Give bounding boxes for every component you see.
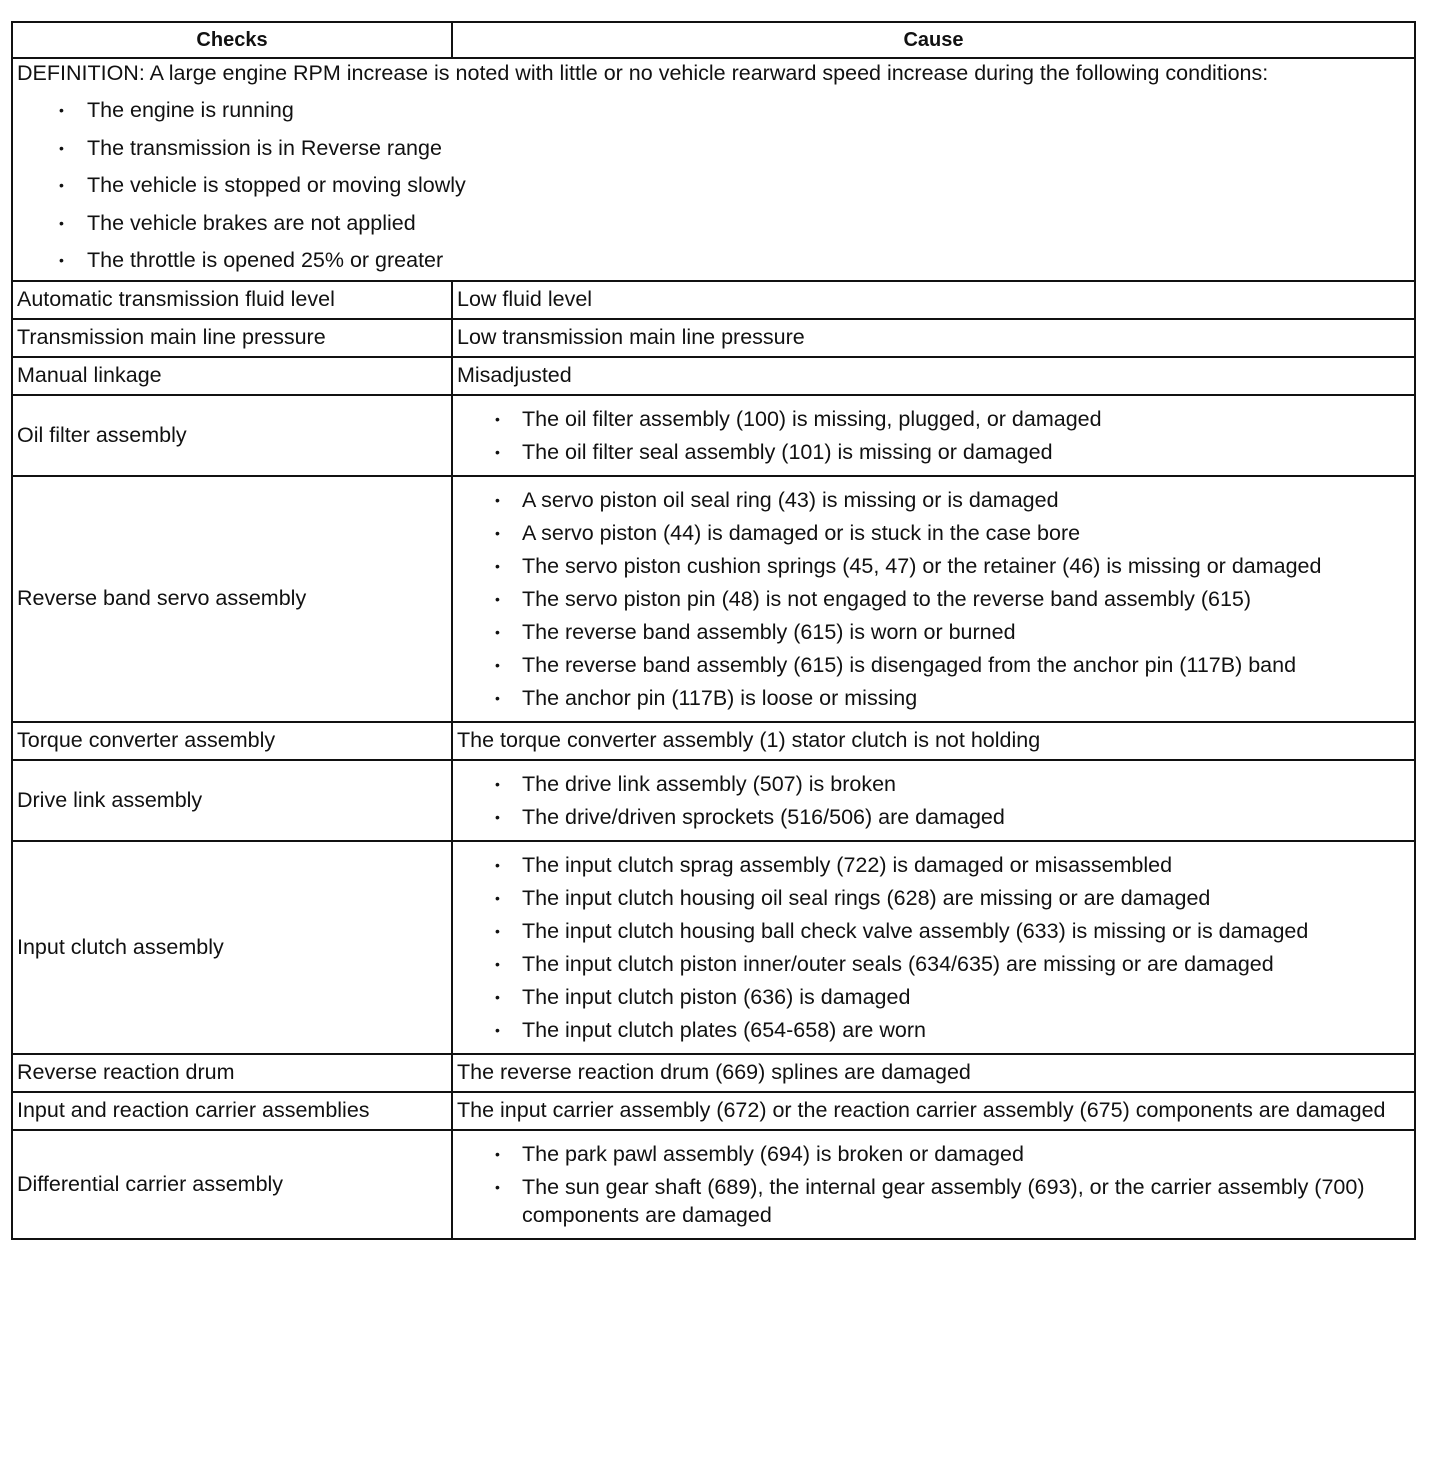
- definition-row: [12, 58, 1415, 281]
- cause-item: • The drive link assembly (507) is broken: [457, 770, 1410, 798]
- definition-text: DEFINITION: A large engine RPM increase is noted with little or no vehicle rearward speed increase during the following conditions:: [17, 61, 1269, 85]
- cause-item: • The oil filter assembly (100) is missing, plugged, or damaged: [457, 405, 1410, 433]
- check-cell: Reverse band servo assembly: [12, 476, 452, 722]
- table-row: [12, 722, 1415, 760]
- table-row: [12, 319, 1415, 357]
- check-cell: Drive link assembly: [12, 760, 452, 841]
- cause-cell: [452, 841, 1415, 1054]
- condition-item: • The engine is running: [17, 92, 1410, 130]
- cause-item: • The servo piston cushion springs (45, 47) or the retainer (46) is missing or damaged: [457, 552, 1410, 580]
- condition-item: • The throttle is opened 25% or greater: [17, 242, 1410, 280]
- cause-item: • The park pawl assembly (694) is broken or damaged: [457, 1140, 1410, 1168]
- cause-item: • A servo piston (44) is damaged or is stuck in the case bore: [457, 519, 1410, 547]
- table-row: [12, 281, 1415, 319]
- check-cell: Transmission main line pressure: [12, 319, 452, 357]
- check-cell: Reverse reaction drum: [12, 1054, 452, 1092]
- checks-header: Checks: [12, 22, 452, 58]
- table-row: [12, 760, 1415, 841]
- cause-list: [457, 477, 1410, 721]
- cause-cell: [452, 1130, 1415, 1239]
- cause-item: • The input clutch sprag assembly (722) is damaged or misassembled: [457, 851, 1410, 879]
- cause-cell: [452, 760, 1415, 841]
- table-row: [12, 1054, 1415, 1092]
- cause-item: • The sun gear shaft (689), the internal gear assembly (693), or the carrier assembly (700) components are damaged: [457, 1173, 1410, 1229]
- cause-item: • The reverse band assembly (615) is worn or burned: [457, 618, 1410, 646]
- check-cell: Oil filter assembly: [12, 395, 452, 476]
- table-row: [12, 1130, 1415, 1239]
- cause-list: [457, 842, 1410, 1053]
- cause-cell: The input carrier assembly (672) or the reaction carrier assembly (675) components are damaged: [452, 1092, 1415, 1130]
- cause-item: • The drive/driven sprockets (516/506) are damaged: [457, 803, 1410, 831]
- cause-cell: [452, 395, 1415, 476]
- cause-cell: [452, 476, 1415, 722]
- cause-item: • The input clutch plates (654-658) are worn: [457, 1016, 1410, 1044]
- cause-item: • A servo piston oil seal ring (43) is missing or is damaged: [457, 486, 1410, 514]
- cause-cell: Low fluid level: [452, 281, 1415, 319]
- cause-item: • The servo piston pin (48) is not engaged to the reverse band assembly (615): [457, 585, 1410, 613]
- cause-item: • The reverse band assembly (615) is disengaged from the anchor pin (117B) band: [457, 651, 1410, 679]
- table-row: [12, 841, 1415, 1054]
- table-row: [12, 395, 1415, 476]
- cause-cell: Low transmission main line pressure: [452, 319, 1415, 357]
- definition-cell: [12, 58, 1415, 281]
- check-cell: Manual linkage: [12, 357, 452, 395]
- cause-item: • The input clutch piston inner/outer seals (634/635) are missing or are damaged: [457, 950, 1410, 978]
- cause-list: [457, 396, 1410, 475]
- cause-item: • The input clutch housing ball check valve assembly (633) is missing or is damaged: [457, 917, 1410, 945]
- cause-item: • The oil filter seal assembly (101) is missing or damaged: [457, 438, 1410, 466]
- cause-cell: Misadjusted: [452, 357, 1415, 395]
- table-row: [12, 1092, 1415, 1130]
- diagnosis-table: [11, 21, 1416, 1240]
- condition-item: • The vehicle brakes are not applied: [17, 205, 1410, 243]
- header-row: [12, 22, 1415, 58]
- cause-cell: The reverse reaction drum (669) splines are damaged: [452, 1054, 1415, 1092]
- cause-header: Cause: [452, 22, 1415, 58]
- cause-list: [457, 1131, 1410, 1238]
- condition-list: [17, 92, 1410, 280]
- cause-list: [457, 761, 1410, 840]
- check-cell: Differential carrier assembly: [12, 1130, 452, 1239]
- check-cell: Input and reaction carrier assemblies: [12, 1092, 452, 1130]
- cause-item: • The input clutch housing oil seal rings (628) are missing or are damaged: [457, 884, 1410, 912]
- condition-item: • The vehicle is stopped or moving slowly: [17, 167, 1410, 205]
- check-cell: Torque converter assembly: [12, 722, 452, 760]
- table-row: [12, 357, 1415, 395]
- cause-cell: The torque converter assembly (1) stator clutch is not holding: [452, 722, 1415, 760]
- cause-item: • The anchor pin (117B) is loose or missing: [457, 684, 1410, 712]
- cause-item: • The input clutch piston (636) is damaged: [457, 983, 1410, 1011]
- check-cell: Automatic transmission fluid level: [12, 281, 452, 319]
- table-row: [12, 476, 1415, 722]
- condition-item: • The transmission is in Reverse range: [17, 130, 1410, 168]
- check-cell: Input clutch assembly: [12, 841, 452, 1054]
